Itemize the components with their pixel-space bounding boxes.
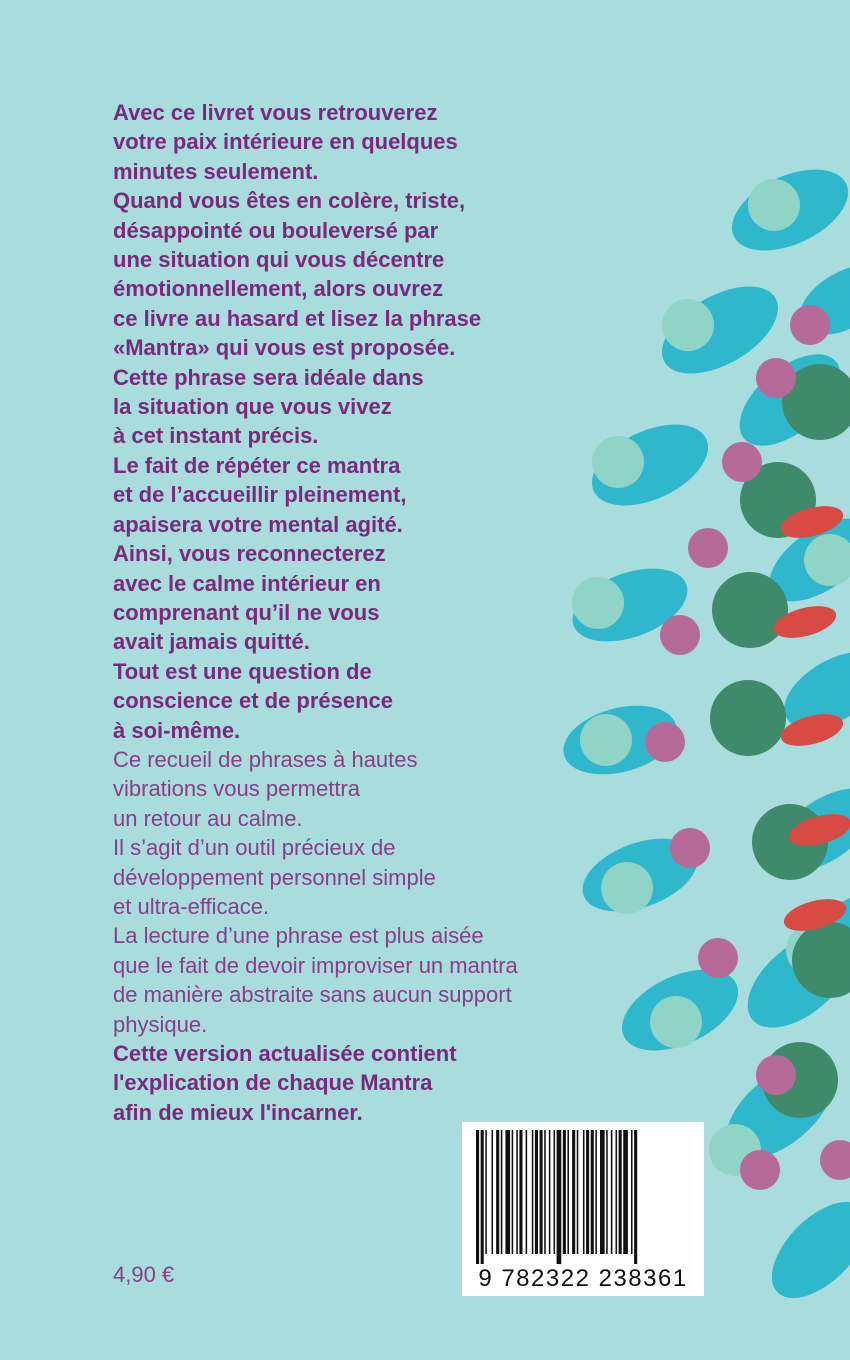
paragraph-intro: Avec ce livret vous retrouverez votre paix intérieure en quelques minutes seulement. xyxy=(113,100,458,184)
barcode-bar xyxy=(492,1130,494,1254)
barcode-bar xyxy=(606,1130,608,1254)
barcode-bar xyxy=(544,1130,546,1254)
barcode-bar xyxy=(595,1130,597,1254)
paragraph-situation: Quand vous êtes en colère, triste, désappointé ou bouleversé par une situation qui vous décentre émotionnellement, alors ouvrez ce livre au hasard et lisez la phrase «Mantra» qui vous est proposée. xyxy=(113,188,482,361)
pink-circle-5 xyxy=(645,722,685,762)
petal-shape-13 xyxy=(755,1185,850,1315)
barcode-bar xyxy=(631,1130,633,1254)
barcode-bars xyxy=(474,1130,698,1264)
pink-circle-2 xyxy=(722,442,762,482)
barcode-bar xyxy=(516,1130,518,1254)
paragraph-lecture: La lecture d’une phrase est plus aisée que le fait de devoir improviser un mantra de manière abstraite sans aucun support physique. xyxy=(113,923,518,1037)
paragraph-ideal: Cette phrase sera idéale dans la situation que vous vivez à cet instant précis. xyxy=(113,364,424,449)
pink-circle-9 xyxy=(740,1150,780,1190)
barcode-bar xyxy=(563,1130,566,1254)
mint-circle-2 xyxy=(592,436,644,488)
paragraph-repeat: Le fait de répéter ce mantra et de l’accueillir pleinement, apaisera votre mental agité. xyxy=(113,452,407,537)
barcode-bar xyxy=(519,1130,522,1254)
barcode-bar xyxy=(591,1130,594,1254)
barcode-bar xyxy=(577,1130,579,1254)
barcode-bar xyxy=(512,1130,514,1254)
paragraph-recueil: Ce recueil de phrases à hautes vibrations vous permettra un retour au calme. xyxy=(113,746,418,831)
barcode-bar xyxy=(567,1130,569,1254)
paragraph-version: Cette version actualisée contient l'explication de chaque Mantra afin de mieux l'incarner. xyxy=(113,1041,457,1125)
barcode-bar xyxy=(623,1130,628,1254)
barcode-bar xyxy=(476,1130,479,1264)
barcode-bar xyxy=(554,1130,556,1254)
barcode-bar xyxy=(600,1130,605,1254)
green-circle-3 xyxy=(710,680,786,756)
pink-circle-4 xyxy=(660,615,700,655)
pink-circle-7 xyxy=(698,938,738,978)
barcode-bar xyxy=(526,1130,528,1254)
barcode-bar xyxy=(557,1130,562,1264)
barcode-bar xyxy=(586,1130,589,1254)
paragraph-reconnect: Ainsi, vous reconnecterez avec le calme intérieur en comprenant qu’il ne vous avait jamais quitté. xyxy=(113,541,386,655)
mint-circle-0 xyxy=(748,179,800,231)
pink-circle-8 xyxy=(756,1055,796,1095)
barcode-digits: 9 782322 238361 xyxy=(478,1265,688,1292)
mint-circle-6 xyxy=(650,996,702,1048)
price-label: 4,90 € xyxy=(113,1262,175,1287)
barcode-bar xyxy=(535,1130,538,1254)
barcode-bar xyxy=(583,1130,585,1254)
barcode-bar xyxy=(505,1130,510,1254)
barcode-bar xyxy=(532,1130,534,1254)
pink-circle-3 xyxy=(688,528,728,568)
barcode-bar xyxy=(501,1130,503,1254)
paragraph-conscience: Tout est une question de conscience et de présence à soi-même. xyxy=(113,658,394,743)
barcode-bar xyxy=(496,1130,499,1254)
mint-circle-5 xyxy=(601,862,653,914)
barcode-bar xyxy=(619,1130,622,1254)
barcode-bar xyxy=(634,1130,637,1264)
paragraph-outil: Il s’agit d’un outil précieux de développement personnel simple et ultra-efficace. xyxy=(113,835,436,919)
barcode-bar xyxy=(481,1130,484,1264)
barcode-bar xyxy=(616,1130,618,1254)
green-circle-2 xyxy=(712,572,788,648)
pink-circle-6 xyxy=(670,828,710,868)
isbn-barcode xyxy=(462,1122,704,1296)
barcode-bar xyxy=(540,1130,543,1254)
barcode-bar xyxy=(485,1130,487,1254)
pink-circle-1 xyxy=(756,358,796,398)
pink-circle-10 xyxy=(820,1140,850,1180)
mint-circle-1 xyxy=(662,299,714,351)
barcode-bar xyxy=(572,1130,575,1254)
barcode-bar xyxy=(549,1130,551,1254)
barcode-bar xyxy=(611,1130,613,1254)
back-cover-description xyxy=(113,98,593,1127)
pink-circle-0 xyxy=(790,305,830,345)
